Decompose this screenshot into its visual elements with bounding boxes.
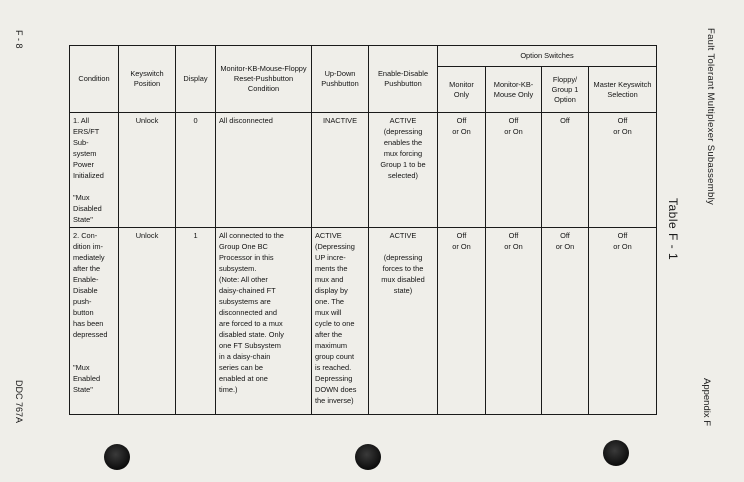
cell-up-down: ACTIVE (Depressing UP incre- ments the mux and display by one. The mux will cycle to one after the maximum group count is reached. Depressing DOWN does the inverse) <box>312 228 369 415</box>
cell-option-master-keyswitch: Off or On <box>589 113 657 228</box>
page-number: F - 8 <box>14 30 24 49</box>
cell-display: 1 <box>176 228 216 415</box>
header-enable-disable: Enable-Disable Pushbutton <box>369 46 438 113</box>
cell-condition: 2. Con- dition im- mediately after the Enable- Disable push- button has been depressed "Mux Enabled State" <box>70 228 119 415</box>
running-title: Fault Tolerant Multiplexer Subassembly <box>705 28 716 206</box>
header-option-switches: Option Switches <box>438 46 657 67</box>
cell-monitor-kb: All connected to the Group One BC Processor in this subsystem. (Note: All other daisy-chained FT subsystems are disconnected and are forced to a mux disabled state. Only one FT Subsystem in a daisy-chain series can be enabled at one time.) <box>216 228 312 415</box>
cell-monitor-kb: All disconnected <box>216 113 312 228</box>
cell-option-master-keyswitch: Off or On <box>589 228 657 415</box>
header-option-monitor-only: Monitor Only <box>438 67 486 113</box>
table-caption: Table F - 1 <box>666 198 680 261</box>
header-row <box>70 46 657 67</box>
header-option-master-keyswitch: Master Keyswitch Selection <box>589 67 657 113</box>
header-condition: Condition <box>70 46 119 113</box>
header-keyswitch: Keyswitch Position <box>119 46 176 113</box>
table-row <box>70 113 657 228</box>
header-display: Display <box>176 46 216 113</box>
document-code: DDC 767A <box>14 380 24 424</box>
cell-option-monitor-kb-mouse: Off or On <box>486 228 542 415</box>
header-option-monitor-kb-mouse: Monitor-KB-Mouse Only <box>486 67 542 113</box>
cell-option-monitor-only: Off or On <box>438 228 486 415</box>
punch-hole <box>603 440 629 466</box>
appendix-label: Appendix F <box>701 378 712 427</box>
cell-enable-disable: ACTIVE (depressing enables the mux forcing Group 1 to be selected) <box>369 113 438 228</box>
cell-option-monitor-kb-mouse: Off or On <box>486 113 542 228</box>
header-monitor-kb: Monitor-KB-Mouse-Floppy Reset-Pushbutton Condition <box>216 46 312 113</box>
header-up-down: Up-Down Pushbutton <box>312 46 369 113</box>
cell-option-floppy-group1: Off <box>542 113 589 228</box>
table-row <box>70 228 657 415</box>
cell-display: 0 <box>176 113 216 228</box>
header-option-floppy-group1: Floppy/ Group 1 Option <box>542 67 589 113</box>
cell-up-down: INACTIVE <box>312 113 369 228</box>
punch-hole <box>104 444 130 470</box>
cell-enable-disable: ACTIVE (depressing forces to the mux disabled state) <box>369 228 438 415</box>
cell-option-monitor-only: Off or On <box>438 113 486 228</box>
option-switch-table <box>69 45 657 415</box>
cell-keyswitch: Unlock <box>119 113 176 228</box>
punch-hole <box>355 444 381 470</box>
cell-condition: 1. All ERS/FT Sub- system Power Initialized "Mux Disabled State" <box>70 113 119 228</box>
cell-keyswitch: Unlock <box>119 228 176 415</box>
cell-option-floppy-group1: Off or On <box>542 228 589 415</box>
